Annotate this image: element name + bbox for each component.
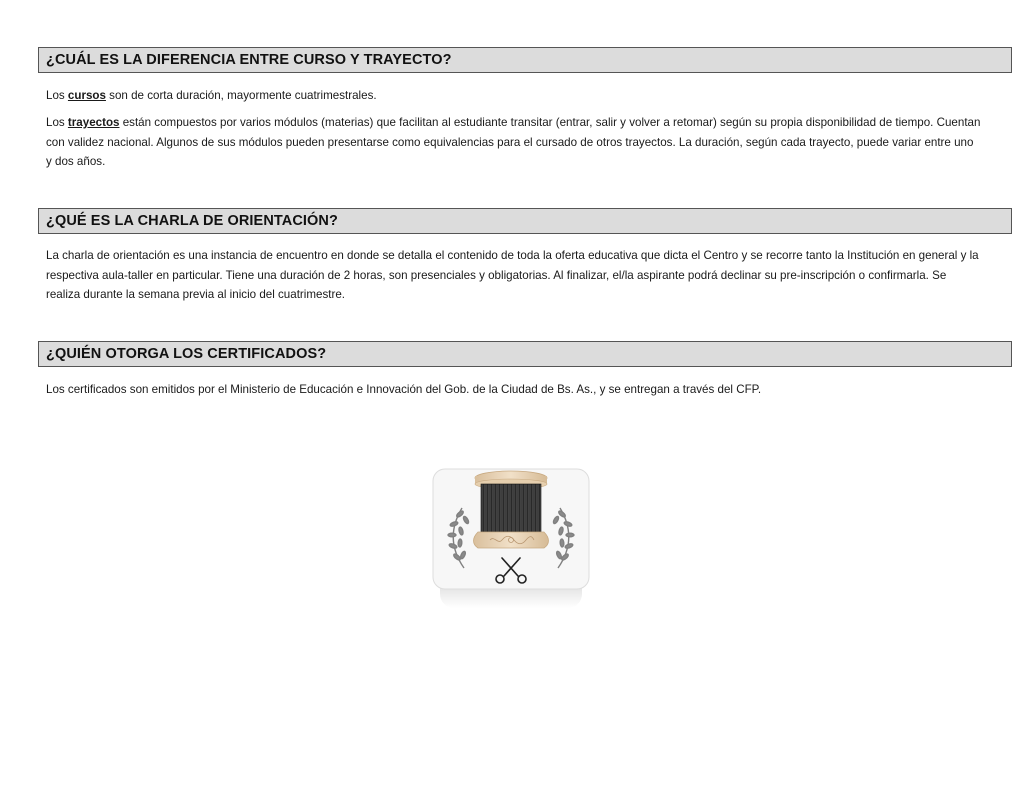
keyword-trayectos: trayectos [67, 116, 120, 129]
paragraph-charla-orientacion: La charla de orientación es una instancia de encuentro en donde se detalla el contenido de toda la oferta educativa que dicta el Centro y se recorre tanto la Institución en general y la respectiva aula-taller en particular. Tiene una duración de 2 horas, son presenciales y obligatorias. Al finalizar, el/la aspirante podrá declinar su pre-inscripción o confirmarla. Se realiza durante la semana previa al inicio del cuatrimestre. [46, 249, 979, 301]
keyword-cursos: cursos [67, 89, 106, 102]
paragraph-trayectos [46, 113, 981, 172]
section-heading-charla-orientacion [38, 208, 1012, 234]
paragraph-cursos [46, 86, 981, 106]
paragraph-trayectos-post: están compuestos por varios módulos (materias) que facilitan al estudiante transitar (entrar, salir y volver a retomar) según su propia disponibilidad de tiempo. Cuentan con validez nacional. Algunos de sus módulos pueden presentarse como equivalencias para el cursado de otros trayectos. La duración, según cada trayecto, puede variar entre uno y dos años. [46, 116, 981, 168]
paragraph-trayectos-pre: Los [46, 116, 68, 129]
thread-spool-scissors-icon [432, 468, 590, 592]
paragraph-cursos-post: son de corta duración, mayormente cuatrimestrales. [105, 89, 377, 102]
paragraph-cursos-pre: Los [46, 89, 68, 102]
section-heading-curso-trayecto [38, 47, 1012, 73]
section-heading-text: ¿CUÁL ES LA DIFERENCIA ENTRE CURSO Y TRAYECTO? [46, 52, 452, 68]
section-heading-text: ¿QUIÉN OTORGA LOS CERTIFICADOS? [46, 346, 327, 362]
section-heading-text: ¿QUÉ ES LA CHARLA DE ORIENTACIÓN? [46, 213, 338, 229]
paragraph-certificados: Los certificados son emitidos por el Ministerio de Educación e Innovación del Gob. de la Ciudad de Bs. As., y se entregan a través del CFP. [46, 383, 762, 396]
section-heading-certificados [38, 341, 1012, 367]
